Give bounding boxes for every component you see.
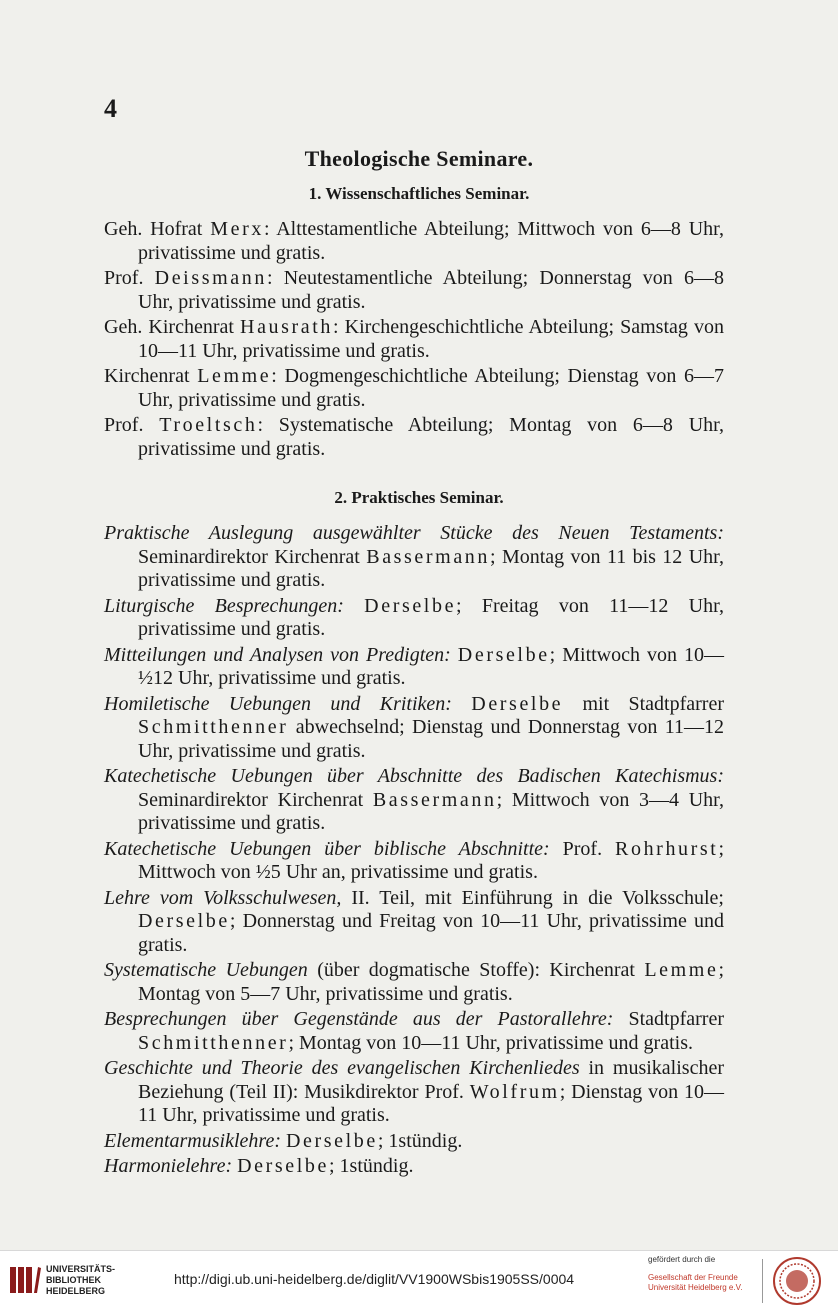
entry-name: Lemme bbox=[197, 365, 272, 387]
entry-text: : Systematische Abteilung; Montag von 6—8 Uhr, privatissime und gratis. bbox=[138, 414, 724, 460]
entry-text: ; 1stündig. bbox=[329, 1155, 414, 1177]
seminar-entry bbox=[104, 644, 724, 691]
entry-name: Derselbe bbox=[285, 1129, 378, 1152]
seminar-entry bbox=[104, 316, 724, 363]
entry-text: Geh. Hofrat bbox=[104, 218, 211, 240]
entry-name: Schmitthenner bbox=[138, 1031, 289, 1054]
sponsor-name-line: Gesellschaft der Freunde bbox=[648, 1273, 738, 1282]
entry-text: ; Montag von 10—11 Uhr, privatissime und gratis. bbox=[288, 1031, 693, 1054]
seminar-entry bbox=[104, 959, 724, 1006]
seminar-entry bbox=[104, 1057, 724, 1128]
entry-name: Lemme bbox=[644, 959, 719, 981]
page-number: 4 bbox=[104, 94, 117, 123]
entry-subject: Harmonielehre: bbox=[104, 1155, 233, 1177]
seminar-entry bbox=[104, 414, 724, 461]
section-1-list bbox=[104, 218, 724, 463]
library-name-line: HEIDELBERG bbox=[46, 1286, 106, 1296]
entry-text: Seminardirektor Kirchenrat bbox=[138, 545, 367, 568]
seminar-entry bbox=[104, 218, 724, 265]
entry-subject: Systematische Uebungen bbox=[104, 959, 308, 981]
entry-subject: Besprechungen über Gegenstände aus der Pastorallehre: bbox=[104, 1008, 614, 1030]
entry-text: Kirchenrat bbox=[104, 365, 198, 387]
permalink-url[interactable]: http://digi.ub.uni-heidelberg.de/diglit/VV1900WSbis1905SS/0004 bbox=[174, 1271, 575, 1287]
seminar-entry bbox=[104, 887, 724, 958]
entry-subject: Lehre vom Volksschulwesen, bbox=[104, 886, 342, 909]
entry-name: Merx bbox=[210, 218, 264, 240]
university-seal-icon bbox=[772, 1256, 822, 1306]
entry-text: Prof. bbox=[104, 267, 155, 289]
seminar-entry bbox=[104, 1130, 724, 1154]
entry-subject: Mitteilungen und Analysen von Predigten: bbox=[104, 643, 451, 666]
library-name-line: UNIVERSITÄTS- bbox=[46, 1264, 116, 1274]
entry-subject: Katechetische Uebungen über biblische Abschnitte: bbox=[104, 837, 550, 860]
entry-text: ; Dienstag von 10—11 Uhr, privatissime und gratis. bbox=[138, 1080, 724, 1126]
entry-text: II. Teil, mit Einführung in die Volksschule; bbox=[341, 886, 724, 909]
entry-name: Bassermann bbox=[372, 788, 497, 811]
entry-name: Rohrhurst bbox=[615, 837, 719, 860]
entry-text: ; Freitag von 11—12 Uhr, privatissime und gratis. bbox=[138, 594, 724, 640]
entry-subject: Katechetische Uebungen über Abschnitte des Badischen Katechismus: bbox=[104, 765, 724, 787]
entry-text: abwechselnd; Dienstag und Donnerstag von 11—12 Uhr, privatissime und gratis. bbox=[138, 716, 724, 762]
entry-text bbox=[451, 644, 458, 666]
entry-name: Troeltsch bbox=[159, 414, 258, 436]
entry-text: ; Montag von 5—7 Uhr, privatissime und gratis. bbox=[138, 959, 724, 1005]
entry-text: Prof. bbox=[104, 414, 160, 436]
entry-name: Deissmann bbox=[154, 267, 267, 289]
entry-subject: Elementarmusiklehre: bbox=[104, 1129, 281, 1152]
section-1-heading: 1. Wissenschaftliches Seminar. bbox=[308, 184, 530, 203]
entry-text: ; 1stündig. bbox=[377, 1129, 463, 1152]
library-name-line: BIBLIOTHEK bbox=[46, 1275, 101, 1285]
footer-bar bbox=[0, 1250, 838, 1310]
divider bbox=[762, 1259, 763, 1303]
seminar-entry bbox=[104, 838, 724, 885]
seminar-entry bbox=[104, 765, 724, 836]
section-2-heading: 2. Praktisches Seminar. bbox=[334, 488, 504, 507]
sponsor-name bbox=[648, 1273, 742, 1293]
entry-name: Derselbe bbox=[138, 910, 230, 932]
entry-text: Seminardirektor Kirchenrat bbox=[138, 788, 373, 811]
entry-name: Schmitthenner bbox=[138, 716, 289, 738]
entry-name: Bassermann bbox=[366, 545, 491, 568]
seminar-entry bbox=[104, 595, 724, 642]
entry-text: Prof. bbox=[549, 837, 616, 860]
entry-text: ; Mittwoch von 10—½12 Uhr, privatissime und gratis. bbox=[138, 643, 724, 689]
entry-text: : Alttestamentliche Abteilung; Mittwoch von 6—8 Uhr, privatissime und gratis. bbox=[138, 218, 724, 264]
seminar-entry bbox=[104, 1155, 724, 1179]
entry-text: ; Montag von 11 bis 12 Uhr, privatissime und gratis. bbox=[138, 545, 724, 591]
library-logo-icon bbox=[8, 1263, 42, 1297]
entry-name: Derselbe bbox=[364, 594, 457, 617]
entry-name: Derselbe bbox=[237, 1155, 329, 1177]
seminar-entry bbox=[104, 522, 724, 593]
entry-text: (über dogmatische Stoffe): Kirchenrat bbox=[307, 959, 645, 981]
seminar-entry bbox=[104, 693, 724, 764]
entry-subject: Homiletische Uebungen und Kritiken: bbox=[104, 692, 452, 715]
entry-text: in musikalischer Beziehung (Teil II): Musikdirektor Prof. bbox=[138, 1057, 724, 1103]
seminar-entry bbox=[104, 365, 724, 412]
entry-text: ; Donnerstag und Freitag von 10—11 Uhr, privatissime und gratis. bbox=[138, 910, 724, 956]
entry-text: : Dogmengeschichtliche Abteilung; Dienstag von 6—7 Uhr, privatissime und gratis. bbox=[138, 365, 724, 411]
seminar-entry bbox=[104, 267, 724, 314]
seminar-entry bbox=[104, 1008, 724, 1055]
entry-subject: Praktische Auslegung ausgewählter Stücke des Neuen Testaments: bbox=[104, 522, 724, 544]
entry-text: mit Stadtpfarrer bbox=[563, 692, 725, 715]
entry-text: : Kirchengeschichtliche Abteilung; Samstag von 10—11 Uhr, privatissime und gratis. bbox=[138, 316, 724, 362]
entry-subject: Liturgische Besprechungen: bbox=[104, 594, 344, 617]
sponsor-intro: gefördert durch die bbox=[648, 1255, 716, 1264]
library-name bbox=[46, 1264, 115, 1297]
entry-text: ; Mittwoch von 3—4 Uhr, privatissime und gratis. bbox=[138, 788, 724, 834]
entry-text: Geh. Kirchenrat bbox=[104, 316, 241, 338]
section-2-list bbox=[104, 522, 724, 1181]
page-title: Theologische Seminare. bbox=[304, 146, 534, 171]
entry-text: Stadtpfarrer bbox=[613, 1008, 724, 1030]
entry-name: Hausrath bbox=[240, 316, 334, 338]
sponsor-name-line: Universität Heidelberg e.V. bbox=[648, 1283, 743, 1292]
entry-text bbox=[344, 595, 364, 617]
entry-name: Wolfrum bbox=[469, 1080, 560, 1103]
entry-text bbox=[452, 693, 471, 715]
entry-text: : Neutestamentliche Abteilung; Donnerstag von 6—8 Uhr, privatissime und gratis. bbox=[138, 267, 724, 313]
entry-name: Derselbe bbox=[471, 692, 564, 715]
entry-text: ; Mittwoch von ½5 Uhr an, privatissime und gratis. bbox=[138, 837, 725, 883]
entry-subject: Geschichte und Theorie des evangelischen Kirchenliedes bbox=[104, 1057, 580, 1079]
entry-name: Derselbe bbox=[457, 643, 550, 666]
